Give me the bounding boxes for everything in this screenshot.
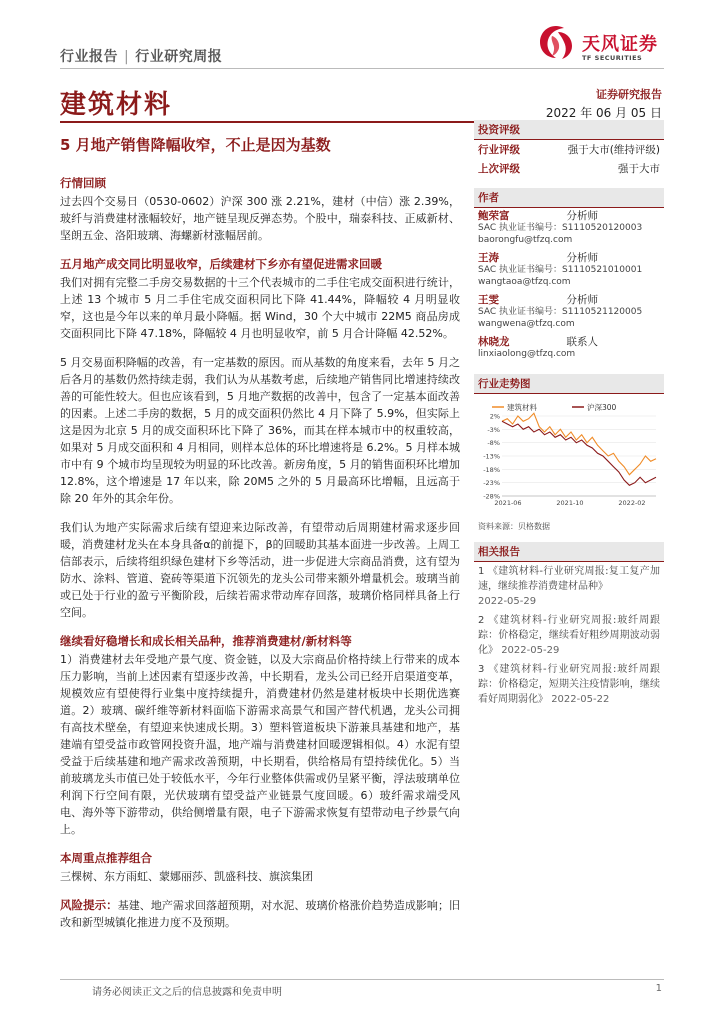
author-role: 分析师 bbox=[566, 294, 598, 306]
related-report[interactable] bbox=[474, 660, 664, 709]
company-logo bbox=[536, 22, 666, 66]
industry-title: 建筑材料 bbox=[60, 90, 173, 120]
related-heading: 相关报告 bbox=[474, 542, 664, 562]
footer-divider bbox=[60, 979, 664, 980]
main-content bbox=[60, 175, 460, 943]
author-name: 王雯 bbox=[478, 294, 499, 306]
chart-source: 资料来源：贝格数据 bbox=[478, 522, 550, 531]
x-tick-label: 2021-06 bbox=[494, 499, 522, 507]
author-role: 分析师 bbox=[566, 210, 598, 222]
author-email[interactable]: wangwena@tfzq.com bbox=[478, 319, 575, 329]
x-tick-label: 2021-10 bbox=[556, 499, 584, 507]
related-title: 《建筑材料-行业研究周报:玻纤周跟踪：价格稳定，继续看好粗纱周期波动弱化》 bbox=[478, 615, 660, 656]
related-title: 《建筑材料-行业研究周报:玻纤周跟踪：价格稳定，短期关注疫情影响，继续看好周期弱化》 bbox=[478, 664, 660, 705]
page-number: 1 bbox=[655, 983, 662, 994]
section-text: 我们认为地产实际需求后续有望迎来边际改善，有望带动后周期建材需求逐步回暖，消费建材龙头在本身具备α的前提下，β的回暖助其基本面进一步改善。上周工信部表示，后续将组织绿色建材下乡等活动，进一步促进大宗商品消费，这有望为防水、涂料、管道、瓷砖等渠道下沉领先的龙头公司带来额外增量机会。玻璃当前或已处于行业的盈亏平衡阶段，后续若需求带动库存回落，玻璃价格同样具备上行空间。 bbox=[60, 521, 460, 619]
y-tick-label: 2% bbox=[489, 412, 500, 421]
footer-disclaimer[interactable]: 请务必阅读正文之后的信息披露和免责申明 bbox=[92, 987, 282, 998]
trend-chart bbox=[474, 398, 664, 519]
related-date: 2022-05-22 bbox=[551, 694, 610, 705]
author-cert: SAC 执业证书编号：S1110521120005 bbox=[478, 307, 643, 317]
y-tick-label: -28% bbox=[483, 492, 500, 501]
section-heading: 行情回顾 bbox=[60, 176, 106, 190]
related-num: 2 bbox=[478, 615, 485, 626]
related-report[interactable] bbox=[474, 611, 664, 660]
author-name: 王涛 bbox=[478, 252, 499, 264]
rating-row bbox=[474, 159, 664, 178]
section-property-sales bbox=[60, 256, 460, 342]
y-tick-label: -13% bbox=[483, 452, 500, 461]
author-role: 联系人 bbox=[566, 336, 598, 348]
section-text: 1）消费建材去年受地产景气度、资金链，以及大宗商品价格持续上行带来的成本压力影响，当前上述因素有望逐步改善，中长期看，龙头公司已经开启渠道变革，规模效应有望使得行业集中度持续提升，消费建材仍然是建材板块中长期优选赛道。2）玻璃、碳纤维等新材料面临下游需求高景气和国产替代机遇，龙头公司拥有高技术壁垒，有望迎来快速成长期。3）塑料管道板块下游兼具基建和地产，基建端有望受益市政管网投资升温，地产端与消费建材回暖逻辑相似。4）水泥有望受益于后续基建和地产需求改善预期，中长期看，供给格局有望持续优化。5）当前玻璃龙头市值已处于较低水平，今年行业整体供需或仍呈紧平衡，浮法玻璃单位利润下行空间有限，光伏玻璃有望受益产业链景气度回暖。6）玻纤需求端受风电、海外等下游带动，供给侧增量有限，电子下游需求恢复有望带动电子纱景气向上。 bbox=[60, 653, 460, 836]
series-line-1 bbox=[502, 421, 656, 485]
risk-text: 基建、地产需求回落超预期，对水泥、玻璃价格涨价趋势造成影响；旧改和新型城镇化推进力度不及预期。 bbox=[60, 899, 461, 929]
chart-y-ticks bbox=[483, 413, 500, 501]
related-date: 2022-05-29 bbox=[501, 645, 560, 656]
report-date: 2022 年 06 月 05 日 bbox=[545, 106, 662, 120]
author-cert: SAC 执业证书编号：S1110520120003 bbox=[478, 223, 643, 233]
section-text: 三棵树、东方雨虹、蒙娜丽莎、凯盛科技、旗滨集团 bbox=[60, 870, 313, 883]
related-num: 1 bbox=[478, 566, 485, 577]
trend-chart-svg bbox=[478, 398, 660, 516]
section-heading: 本周重点推荐组合 bbox=[60, 851, 152, 865]
related-num: 3 bbox=[478, 664, 485, 675]
section-heading: 五月地产成交同比明显收窄，后续建材下乡亦有望促进需求回暖 bbox=[60, 257, 382, 271]
report-subtitle: 5 月地产销售降幅收窄，不止是因为基数 bbox=[60, 136, 331, 154]
section-base-analysis bbox=[60, 354, 460, 507]
chart-heading: 行业走势图 bbox=[474, 374, 664, 394]
report-kind: 证券研究报告 bbox=[596, 88, 662, 101]
author-name: 鲍荣富 bbox=[478, 210, 510, 222]
chart-x-ticks bbox=[494, 499, 645, 507]
risk-label: 风险提示： bbox=[60, 898, 118, 912]
y-tick-label: -23% bbox=[483, 479, 500, 488]
report-type: 行业报告 bbox=[60, 49, 118, 65]
chart-lines bbox=[502, 413, 656, 485]
author-entry bbox=[474, 292, 664, 334]
legend-label-0: 建筑材料 bbox=[507, 403, 537, 412]
rating-heading: 投资评级 bbox=[474, 120, 664, 140]
section-heading: 继续看好稳增长和成长相关品种，推荐消费建材/新材料等 bbox=[60, 634, 352, 648]
author-entry bbox=[474, 208, 664, 250]
section-text: 5 月交易面积降幅的改善，有一定基数的原因。而从基数的角度来看，去年 5 月之后各月的基数仍然持续走弱，我们认为从基数考虑，后续地产销售同比增速持续改善的可能性较大。但也应该看到，5 月地产数据的改善中，包含了一定基本面改善的因素。上述二手房的数据，5 月的成交面积仍然比 4 月下降了 5.9%，但实际上这是因为北京 5 月的成交面积环比下降了 36%，而其在样本城市中的权重较高，如果对 5 月成交面积和 4 月相同，则样本总体的环比增速将是 6.2%。5 月样本城市中有 9 个城市均呈现较为明显的环比改善。新房角度，5 月的销售面积环比增加 12.8%，这个增速是 17 年以来，除 20M5 之外的 5 月最高环比增幅，且远高于除 20 年外的其余年份。 bbox=[60, 356, 460, 505]
logo-text-en: TF SECURITIES bbox=[582, 54, 643, 62]
related-report[interactable] bbox=[474, 562, 664, 611]
report-type-header bbox=[60, 46, 222, 66]
author-heading: 作者 bbox=[474, 188, 664, 208]
header-separator: | bbox=[124, 49, 130, 65]
section-portfolio bbox=[60, 850, 460, 885]
header-divider bbox=[60, 68, 664, 69]
logo-text-cn: 天风证券 bbox=[582, 34, 658, 55]
section-demand-outlook bbox=[60, 519, 460, 621]
y-tick-label: -18% bbox=[483, 465, 500, 474]
author-role: 分析师 bbox=[566, 252, 598, 264]
author-entry bbox=[474, 334, 664, 364]
y-tick-label: -3% bbox=[487, 425, 500, 434]
report-subtype: 行业研究周报 bbox=[135, 49, 223, 65]
rating-label: 上次评级 bbox=[478, 163, 520, 175]
tf-logo-icon bbox=[536, 22, 576, 62]
author-name: 林晓龙 bbox=[478, 336, 510, 348]
author-cert: SAC 执业证书编号：S1110521010001 bbox=[478, 265, 643, 275]
rating-value: 强于大市 bbox=[618, 163, 660, 175]
related-date: 2022-05-29 bbox=[478, 596, 537, 607]
author-email[interactable]: wangtaoa@tfzq.com bbox=[478, 277, 571, 287]
rating-label: 行业评级 bbox=[478, 144, 520, 156]
chart-legend bbox=[492, 402, 617, 412]
x-tick-label: 2022-02 bbox=[618, 499, 646, 507]
author-entry bbox=[474, 250, 664, 292]
legend-label-1: 沪深300 bbox=[587, 403, 617, 412]
author-email[interactable]: linxiaolong@tfzq.com bbox=[478, 349, 576, 359]
section-text: 我们对拥有完整二手房交易数据的十三个代表城市的二手住宅成交面积进行统计，上述 13 个城市 5 月二手住宅成交面积同比下降 41.44%，降幅较 4 月明显收窄，这也是今年以来的单月最小降幅。据 Wind，30 个大中城市 22M5 商品房成交面积同比下降 47.18%，降幅较 4 月也明显收窄，前 5 月合计降幅 42.52%。 bbox=[60, 276, 460, 340]
author-email[interactable]: baorongfu@tfzq.com bbox=[478, 235, 573, 245]
rating-value: 强于大市(维持评级) bbox=[567, 144, 660, 156]
section-text: 过去四个交易日（0530-0602）沪深 300 涨 2.21%，建材（中信）涨 2.39%，玻纤与消费建材涨幅较好，地产链呈现反弹态势。个股中，瑞泰科技、正威新材、坚朗五金、洛阳玻璃、海螺新材涨幅居前。 bbox=[60, 195, 460, 242]
section-market-review bbox=[60, 175, 460, 244]
risk-warning bbox=[60, 897, 460, 931]
rating-row bbox=[474, 140, 664, 159]
related-title: 《建筑材料-行业研究周报:复工复产加速，继续推荐消费建材品种》 bbox=[478, 566, 660, 592]
section-recommendations bbox=[60, 633, 460, 838]
y-tick-label: -8% bbox=[487, 439, 500, 448]
sidebar bbox=[474, 120, 664, 709]
series-line-0 bbox=[502, 413, 656, 474]
